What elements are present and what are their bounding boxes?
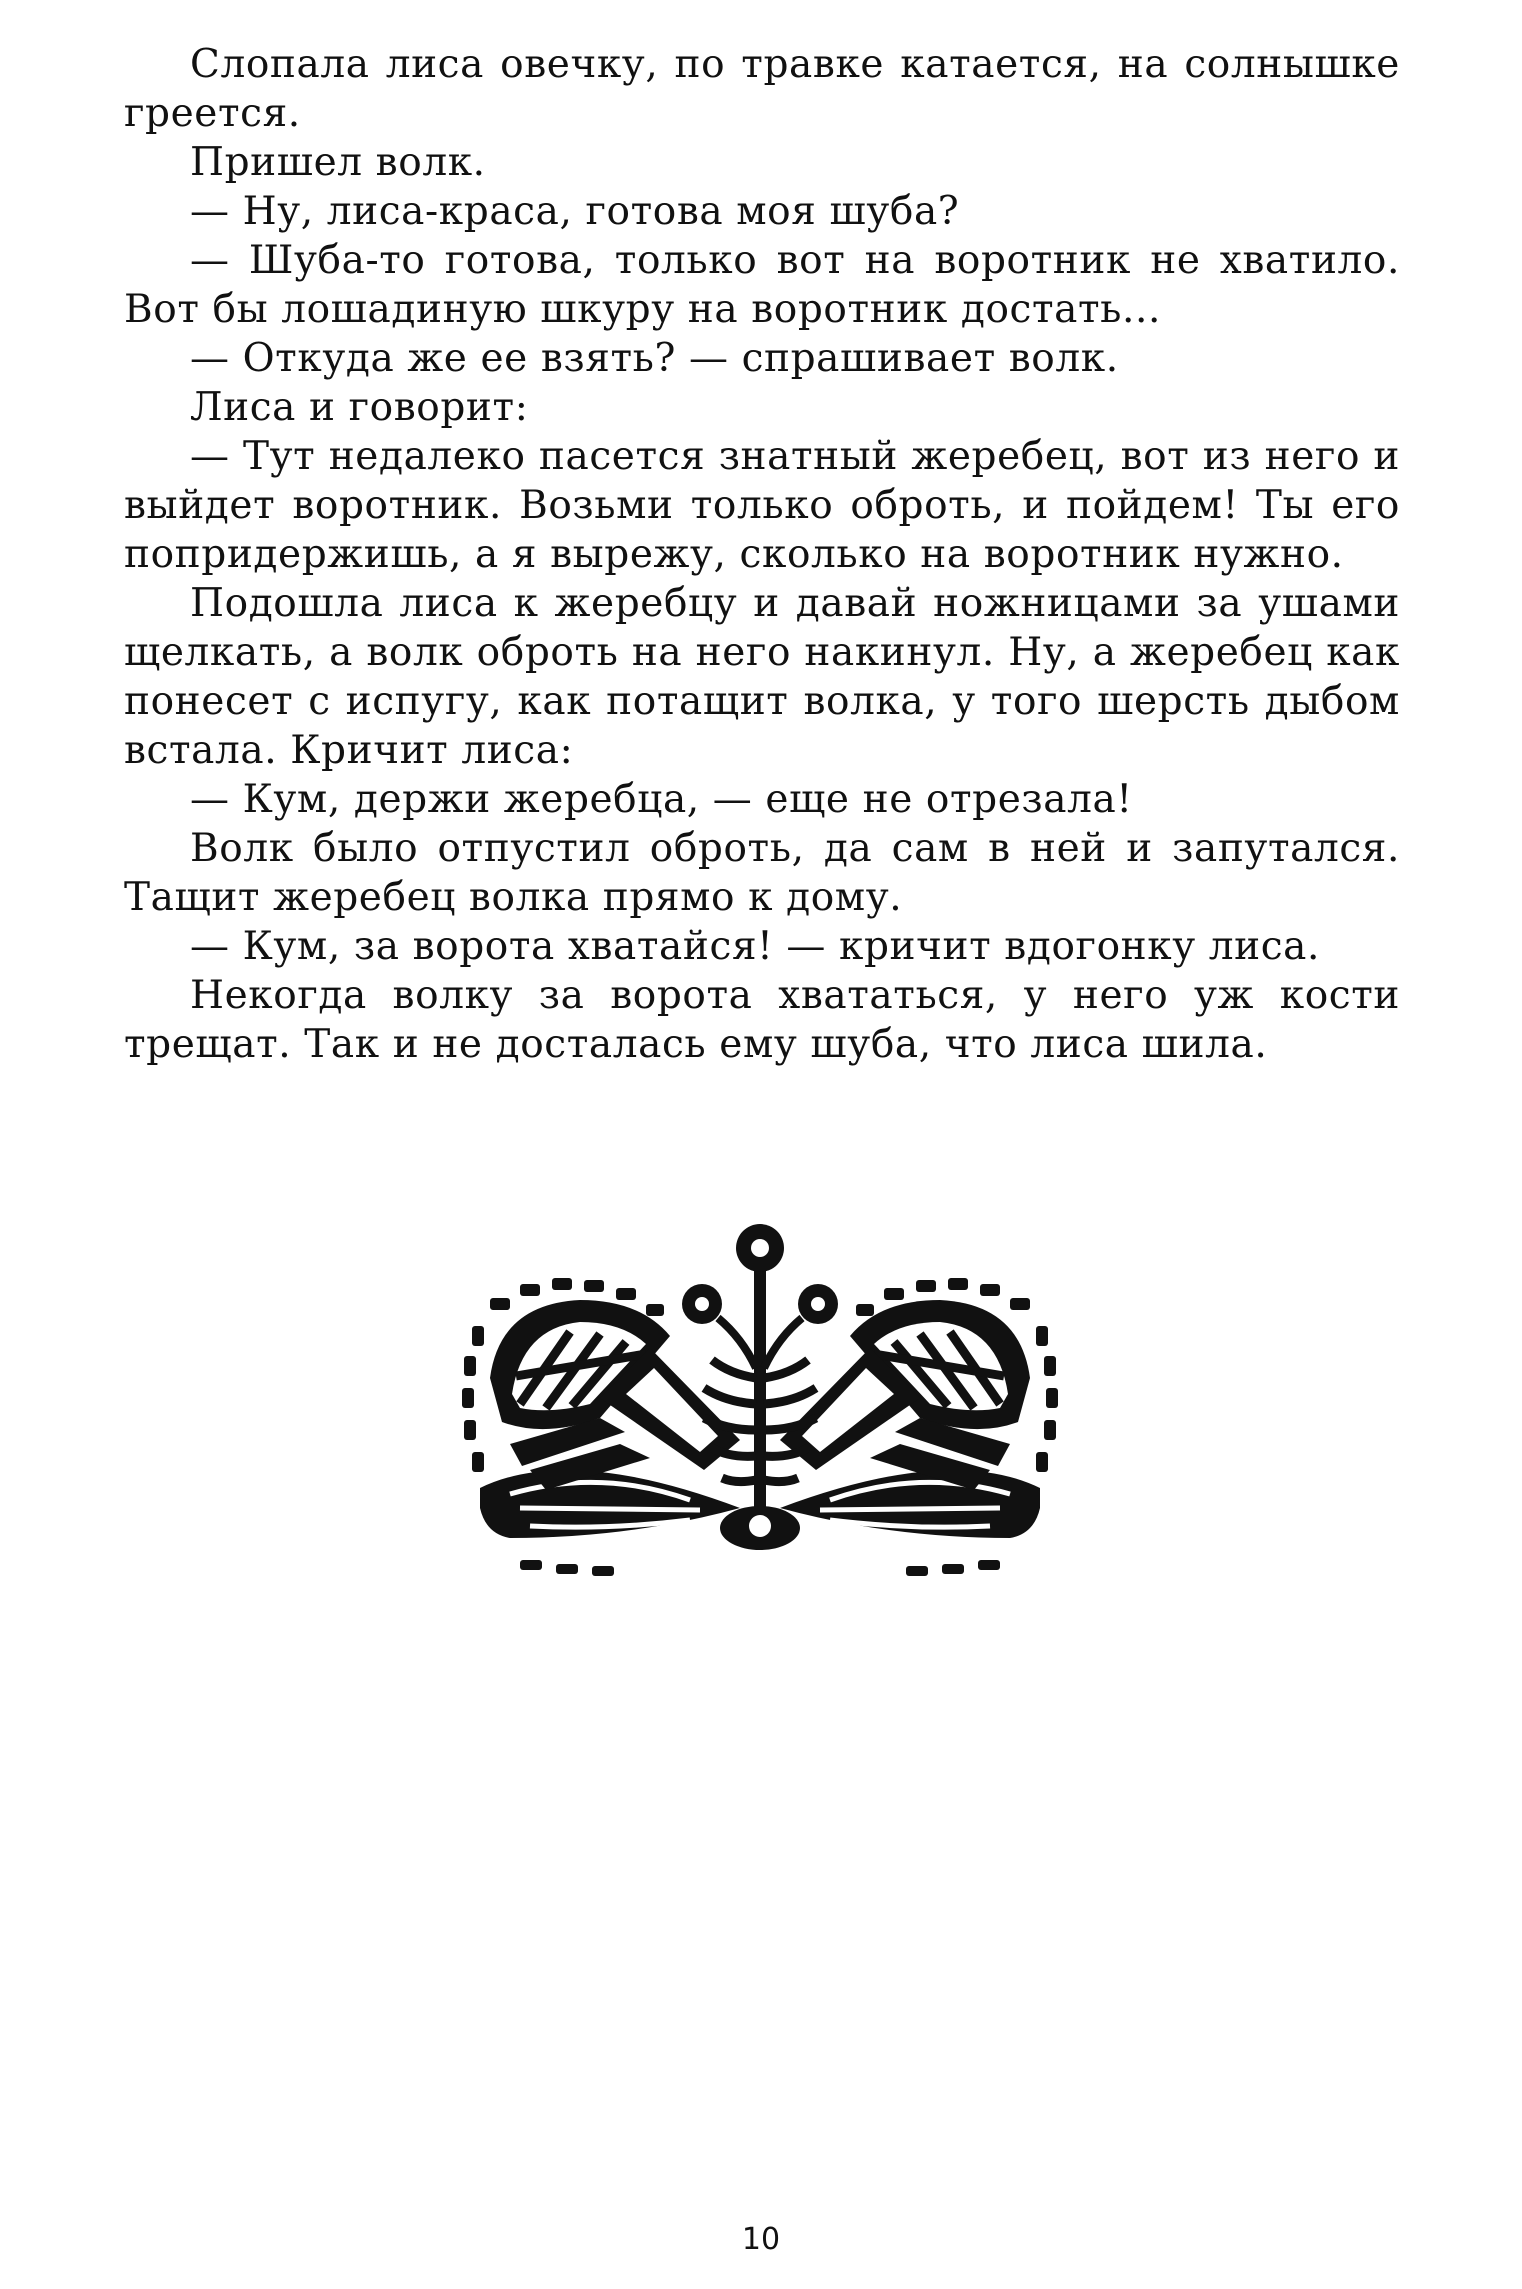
folk-woodcut-ornament-icon (450, 1208, 1070, 1598)
paragraph: — Кум, держи жеребца, — еще не отрезала! (190, 777, 1133, 822)
paragraph: — Кум, за ворота хватайся! — кричит вдогонку лиса. (190, 924, 1321, 969)
paragraph: — Шуба-то готова, только вот на воротник не хватило. Вот бы лошадиную шкуру на воротник достать... (124, 238, 1400, 332)
paragraph: Лиса и говорит: (190, 385, 529, 430)
paragraph: Слопала лиса овечку, по травке катается, на солнышке греется. (124, 42, 1400, 136)
paragraph: — Тут недалеко пасется знатный жеребец, вот из него и выйдет воротник. Возьми только оброть, и пойдем! Ты его попридержишь, а я вырежу, сколько на воротник нужно. (124, 434, 1400, 577)
paragraph: Пришел волк. (190, 140, 486, 185)
paragraph: Некогда волку за ворота хвататься, у него уж кости трещат. Так и не досталась ему шуба, что лиса шила. (124, 973, 1400, 1067)
page-number: 10 (741, 2222, 781, 2257)
paragraph: — Откуда же ее взять? — спрашивает волк. (190, 336, 1119, 381)
paragraph: — Ну, лиса-краса, готова моя шуба? (190, 189, 960, 234)
paragraph: Подошла лиса к жеребцу и давай ножницами за ушами щелкать, а волк оброть на него накинул. Ну, а жеребец как понесет с испугу, как потащит волка, у того шерсть дыбом встала. Кричит лиса: (124, 581, 1400, 773)
paragraph: Волк было отпустил оброть, да сам в ней и запутался. Тащит жеребец волка прямо к дому. (124, 826, 1400, 920)
story-text (124, 40, 1400, 1069)
